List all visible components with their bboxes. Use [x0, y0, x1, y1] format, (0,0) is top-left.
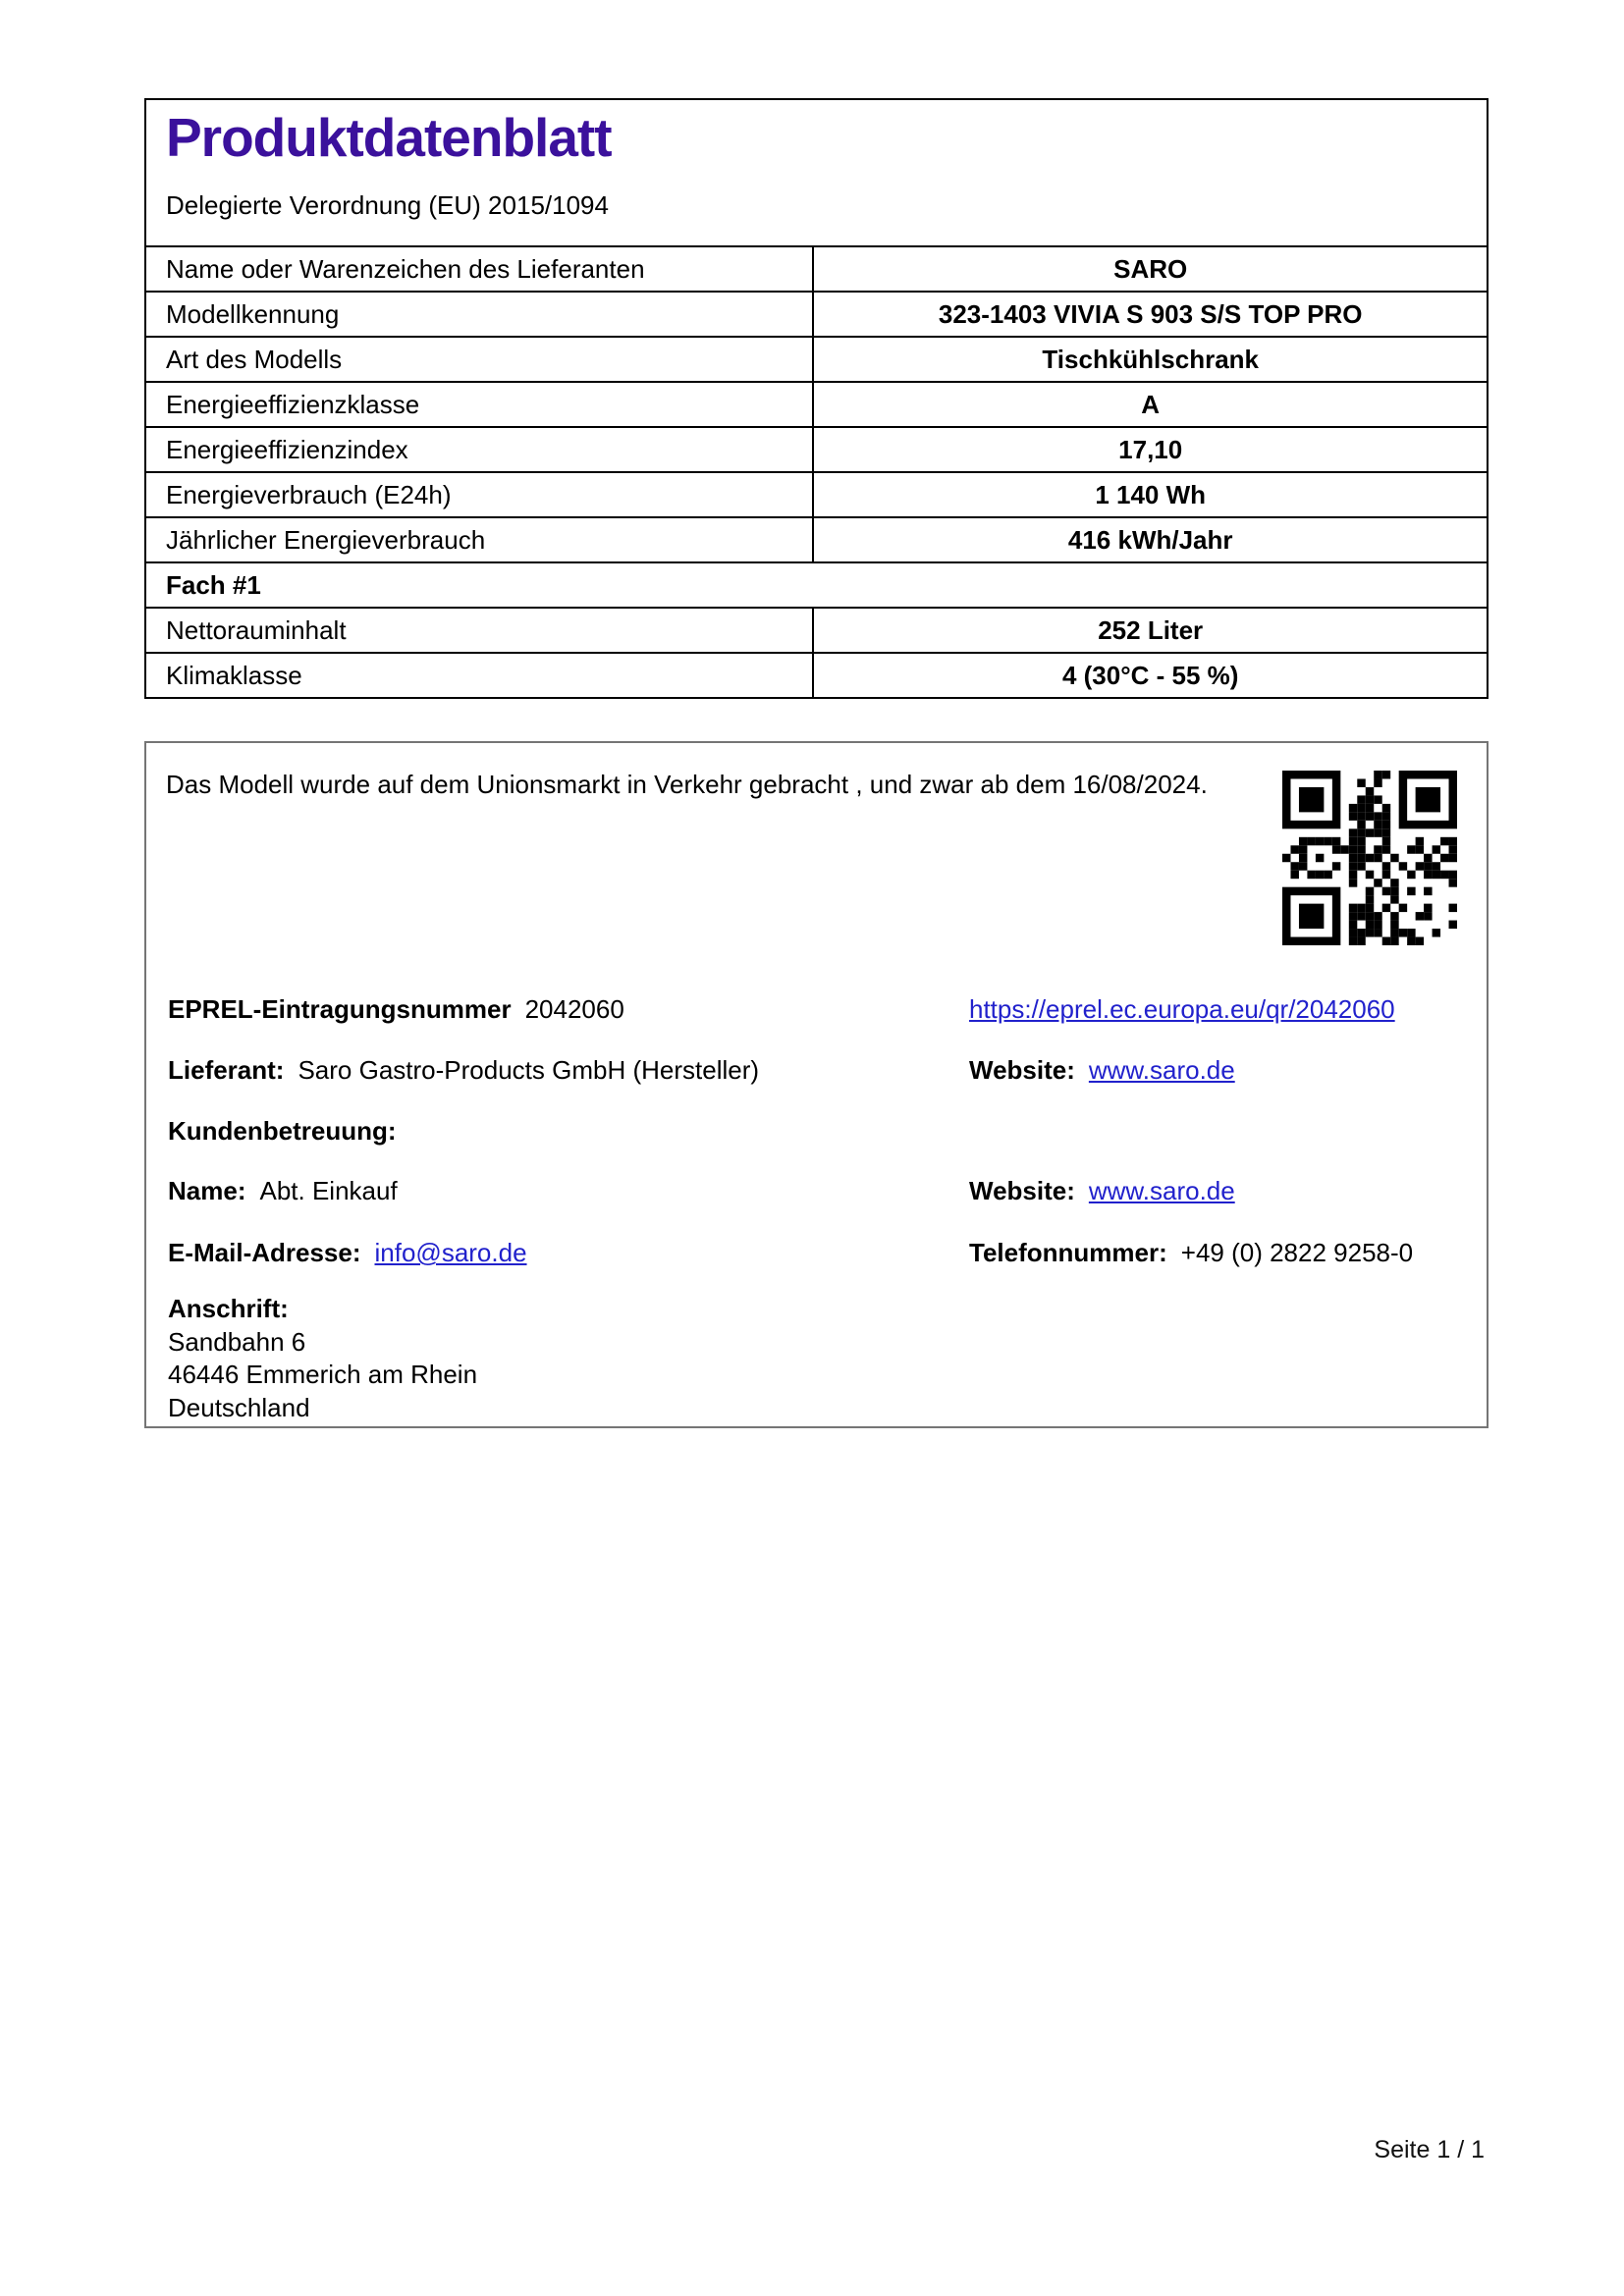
- row-value: Tischkühlschrank: [812, 338, 1487, 381]
- row-label: Nettorauminhalt: [166, 614, 347, 645]
- row-value: 1 140 Wh: [812, 473, 1487, 516]
- table-row-model-id: [146, 291, 1487, 336]
- row-value: 323-1403 VIVIA S 903 S/S TOP PRO: [812, 293, 1487, 336]
- row-label: Klimaklasse: [166, 660, 302, 690]
- email-label: E-Mail-Adresse:: [168, 1238, 361, 1267]
- table-section-compartment: [146, 561, 1487, 607]
- supplier-name: Saro Gastro-Products GmbH (Hersteller): [298, 1055, 760, 1085]
- address-line: Sandbahn 6: [168, 1326, 306, 1357]
- regulation-subtitle: Delegierte Verordnung (EU) 2015/1094: [166, 189, 609, 220]
- table-row-energy-index: [146, 426, 1487, 471]
- contact-name-row: [168, 1176, 1467, 1206]
- row-label: Name oder Warenzeichen des Lieferanten: [166, 253, 645, 284]
- table-row-net-volume: [146, 607, 1487, 652]
- customer-service-row: [168, 1116, 1467, 1147]
- address-line: Deutschland: [168, 1392, 310, 1422]
- row-label: Modellkennung: [166, 298, 340, 329]
- eprel-link[interactable]: https://eprel.ec.europa.eu/qr/2042060: [969, 994, 1395, 1024]
- table-row-climate-class: [146, 652, 1487, 697]
- supplier-row: [168, 1055, 1467, 1086]
- qr-code-svg: [1282, 771, 1457, 945]
- section-label: Fach #1: [166, 569, 261, 600]
- title-block: [146, 100, 1487, 245]
- row-value: 252 Liter: [812, 609, 1487, 652]
- row-label: Energieeffizienzklasse: [166, 389, 420, 419]
- eprel-label: EPREL-Eintragungsnummer: [168, 994, 512, 1024]
- row-value: SARO: [812, 247, 1487, 291]
- table-row-annual-consumption: [146, 516, 1487, 561]
- eprel-row: [168, 994, 1467, 1025]
- name-label: Name:: [168, 1176, 246, 1205]
- table-row-supplier: [146, 245, 1487, 291]
- page-title: Produktdatenblatt: [166, 107, 612, 168]
- product-spec-box: [144, 98, 1489, 699]
- table-row-energy-class: [146, 381, 1487, 426]
- table-row-energy-consumption: [146, 471, 1487, 516]
- eprel-number: 2042060: [524, 994, 624, 1024]
- table-row-model-type: [146, 336, 1487, 381]
- row-label: Art des Modells: [166, 344, 343, 374]
- row-value: 4 (30°C - 55 %): [812, 654, 1487, 697]
- row-value: 17,10: [812, 428, 1487, 471]
- page-number: Seite 1 / 1: [1374, 2136, 1485, 2163]
- market-placement-text: Das Modell wurde auf dem Unionsmarkt in Verkehr gebracht , und zwar ab dem 16/08/2024.: [166, 770, 1208, 799]
- name-value: Abt. Einkauf: [259, 1176, 398, 1205]
- website-label: Website:: [969, 1176, 1075, 1205]
- address-label: Anschrift:: [168, 1294, 289, 1323]
- row-label: Jährlicher Energieverbrauch: [166, 524, 486, 555]
- supplier-label: Lieferant:: [168, 1055, 285, 1085]
- website-label: Website:: [969, 1055, 1075, 1085]
- website-link-2[interactable]: www.saro.de: [1088, 1176, 1235, 1205]
- website-link[interactable]: www.saro.de: [1088, 1055, 1235, 1085]
- address-block: [168, 1293, 477, 1424]
- phone-value: +49 (0) 2822 9258-0: [1180, 1238, 1414, 1267]
- row-label: Energieeffizienzindex: [166, 434, 408, 464]
- row-label: Energieverbrauch (E24h): [166, 479, 452, 509]
- market-contact-box: [144, 741, 1489, 1428]
- row-value: A: [812, 383, 1487, 426]
- row-value: 416 kWh/Jahr: [812, 518, 1487, 561]
- email-link[interactable]: info@saro.de: [374, 1238, 527, 1267]
- address-line: 46446 Emmerich am Rhein: [168, 1360, 478, 1389]
- email-row: [168, 1238, 1467, 1268]
- phone-label: Telefonnummer:: [969, 1238, 1167, 1267]
- customer-service-label: Kundenbetreuung:: [168, 1116, 397, 1146]
